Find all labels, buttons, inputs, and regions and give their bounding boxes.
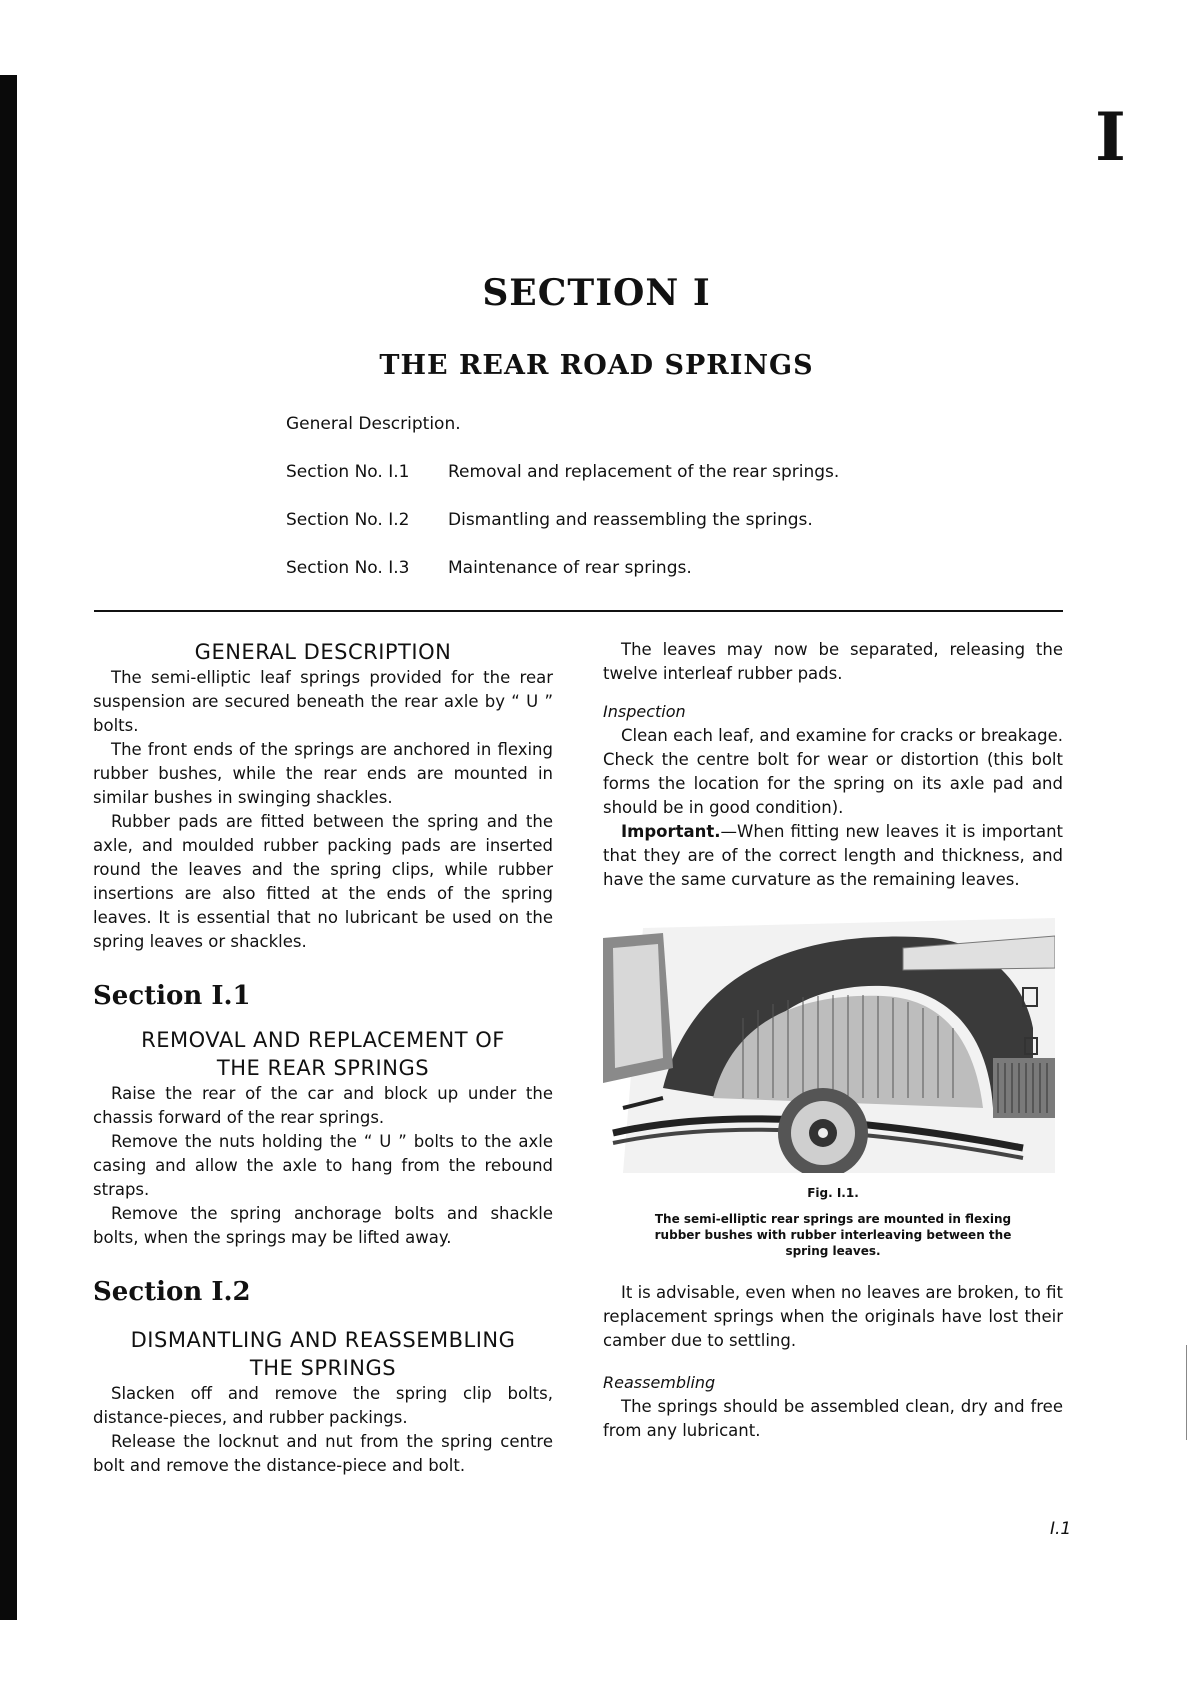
figure-rear-spring — [603, 908, 1055, 1173]
figure-label: Fig. I.1. — [807, 1186, 859, 1200]
divider-rule — [94, 610, 1063, 612]
left-column — [93, 638, 553, 1478]
paragraph: Slacken off and remove the spring clip bolts, distance-pieces, and rubber packings. — [93, 1384, 553, 1427]
toc-row — [286, 462, 839, 510]
section-subtitle: THE REAR ROAD SPRINGS — [379, 350, 814, 381]
toc-section-number: Section No. I.3 — [286, 558, 410, 578]
table-of-contents — [286, 414, 839, 606]
paragraph: The leaves may now be separated, releasing the twelve interleaf rubber pads. — [603, 640, 1063, 683]
important-text: —When fitting new leaves it is important that they are of the correct length and thickness, and have the same curvature as the remaining leaves. — [603, 822, 1063, 889]
toc-general: General Description. — [286, 414, 461, 434]
reassembling-heading: Reassembling — [603, 1373, 716, 1392]
section-title: SECTION I — [482, 272, 711, 314]
toc-section-title: Removal and replacement of the rear springs. — [448, 462, 840, 482]
subheading-line: THE REAR SPRINGS — [216, 1056, 430, 1080]
paragraph: The semi-elliptic leaf springs provided for the rear suspension are secured beneath the rear axle by “ U ” bolts. — [93, 668, 553, 735]
toc-section-number: Section No. I.1 — [286, 462, 410, 482]
inspection-heading: Inspection — [603, 702, 686, 721]
section-1-1-heading: Section I.1 — [93, 981, 251, 1011]
toc-section-title: Maintenance of rear springs. — [448, 558, 692, 578]
important-paragraph — [603, 820, 1063, 892]
paragraph: Rubber pads are fitted between the spring and the axle, and moulded rubber packing pads are inserted round the leaves and the spring clips, while rubber insertions are also fitted at the ends of the spring leaves. It is essential that no lubricant be used on the spring leaves or shackles. — [93, 812, 553, 951]
section-letter: I — [1095, 98, 1126, 176]
paragraph: The front ends of the springs are anchored in flexing rubber bushes, while the rear ends are mounted in similar bushes in swinging shackles. — [93, 740, 553, 807]
subheading-line: REMOVAL AND REPLACEMENT OF — [141, 1028, 505, 1052]
general-description-heading: GENERAL DESCRIPTION — [194, 640, 452, 664]
paragraph: Release the locknut and nut from the spring centre bolt and remove the distance-piece and bolt. — [93, 1432, 553, 1475]
paragraph: The springs should be assembled clean, dry and free from any lubricant. — [603, 1397, 1063, 1440]
scan-edge-mark — [1186, 1345, 1187, 1440]
paragraph: It is advisable, even when no leaves are broken, to fit replacement springs when the originals have lost their camber due to settling. — [603, 1283, 1063, 1350]
section-1-1-subheading — [93, 1026, 553, 1082]
figure-caption: The semi-elliptic rear springs are mounted in flexing rubber bushes with rubber interleaving between the spring leaves. — [654, 1212, 1012, 1258]
paragraph: Raise the rear of the car and block up under the chassis forward of the rear springs. — [93, 1084, 553, 1127]
page-number: I.1 — [1050, 1519, 1072, 1539]
toc-row — [286, 558, 839, 606]
rear-spring-illustration — [603, 908, 1055, 1173]
paragraph: Clean each leaf, and examine for cracks or breakage. Check the centre bolt for wear or distortion (this bolt forms the location for the spring on its axle pad and should be in good condition). — [603, 726, 1063, 817]
important-label: Important. — [621, 822, 721, 841]
right-column — [603, 638, 1063, 1443]
section-1-2-heading: Section I.2 — [93, 1277, 251, 1307]
section-1-2-subheading — [93, 1326, 553, 1382]
subheading-line: DISMANTLING AND REASSEMBLING — [130, 1328, 516, 1352]
paragraph: Remove the spring anchorage bolts and shackle bolts, when the springs may be lifted away. — [93, 1204, 553, 1247]
subheading-line: THE SPRINGS — [249, 1356, 397, 1380]
toc-section-title: Dismantling and reassembling the springs. — [448, 510, 813, 530]
toc-row — [286, 510, 839, 558]
paragraph: Remove the nuts holding the “ U ” bolts to the axle casing and allow the axle to hang from the rebound straps. — [93, 1132, 553, 1199]
toc-section-number: Section No. I.2 — [286, 510, 410, 530]
